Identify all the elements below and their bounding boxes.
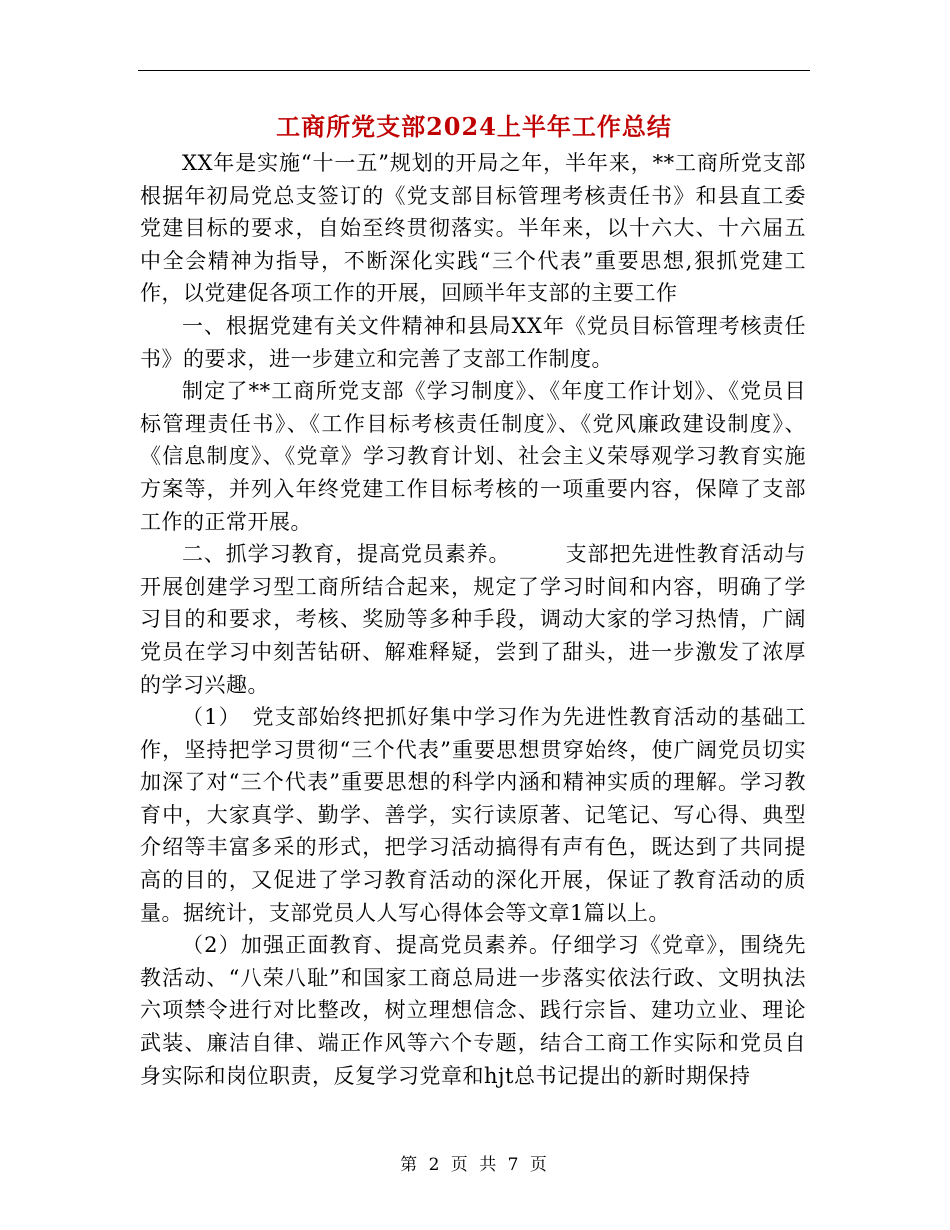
page-number: 第 2 页 共 7 页: [400, 1155, 550, 1175]
header-rule: [138, 70, 810, 71]
paragraph-section-1-heading: 一、根据党建有关文件精神和县局XX年《党员目标管理考核责任书》的要求，进一步建立和完善了支部工作制度。: [140, 313, 806, 371]
paragraph-item-2: （2）加强正面教育、提高党员素养。仔细学习《党章》，围绕先教活动、“八荣八耻”和国家工商总局进一步落实依法行政、文明执法六项禁令进行对比整改，树立理想信念、践行宗旨、建功立业、理论武装、廉洁自律、端正作风等六个专题，结合工商工作实际和党员自身实际和岗位职责，反复学习党章和hjt总书记提出的新时期保持: [140, 933, 806, 1088]
document-title: 工商所党支部2024上半年工作总结: [276, 112, 672, 141]
document-body: [140, 147, 806, 1092]
paragraph-section-2: 二、抓学习教育，提高党员素养。 支部把先进性教育活动与开展创建学习型工商所结合起来，规定了学习时间和内容，明确了学习目的和要求，考核、奖励等多种手段，调动大家的学习热情，广阔党员在学习中刻苦钻研、解难释疑，尝到了甜头，进一步激发了浓厚的学习兴趣。: [140, 542, 806, 697]
paragraph-intro: XX年是实施“十一五”规划的开局之年，半年来，**工商所党支部根据年初局党总支签订的《党支部目标管理考核责任书》和县直工委党建目标的要求，自始至终贯彻落实。半年来，以十六大、十六届五中全会精神为指导，不断深化实践“三个代表”重要思想,狠抓党建工作，以党建促各项工作的开展，回顾半年支部的主要工作: [140, 151, 806, 306]
paragraph-item-1: （1） 党支部始终把抓好集中学习作为先进性教育活动的基础工作，坚持把学习贯彻“三个代表”重要思想贯穿始终，使广阔党员切实加深了对“三个代表”重要思想的科学内涵和精神实质的理解。学习教育中，大家真学、勤学、善学，实行读原著、记笔记、写心得、典型介绍等丰富多采的形式，把学习活动搞得有声有色，既达到了共同提高的目的，又促进了学习教育活动的深化开展，保证了教育活动的质量。据统计，支部党员人人写心得体会等文章1篇以上。: [140, 705, 806, 925]
paragraph-section-1-body: 制定了**工商所党支部《学习制度》、《年度工作计划》、《党员目标管理责任书》、《工作目标考核责任制度》、《党风廉政建设制度》、《信息制度》、《党章》学习教育计划、社会主义荣辱观学习教育实施方案等，并列入年终党建工作目标考核的一项重要内容，保障了支部工作的正常开展。: [140, 379, 806, 534]
